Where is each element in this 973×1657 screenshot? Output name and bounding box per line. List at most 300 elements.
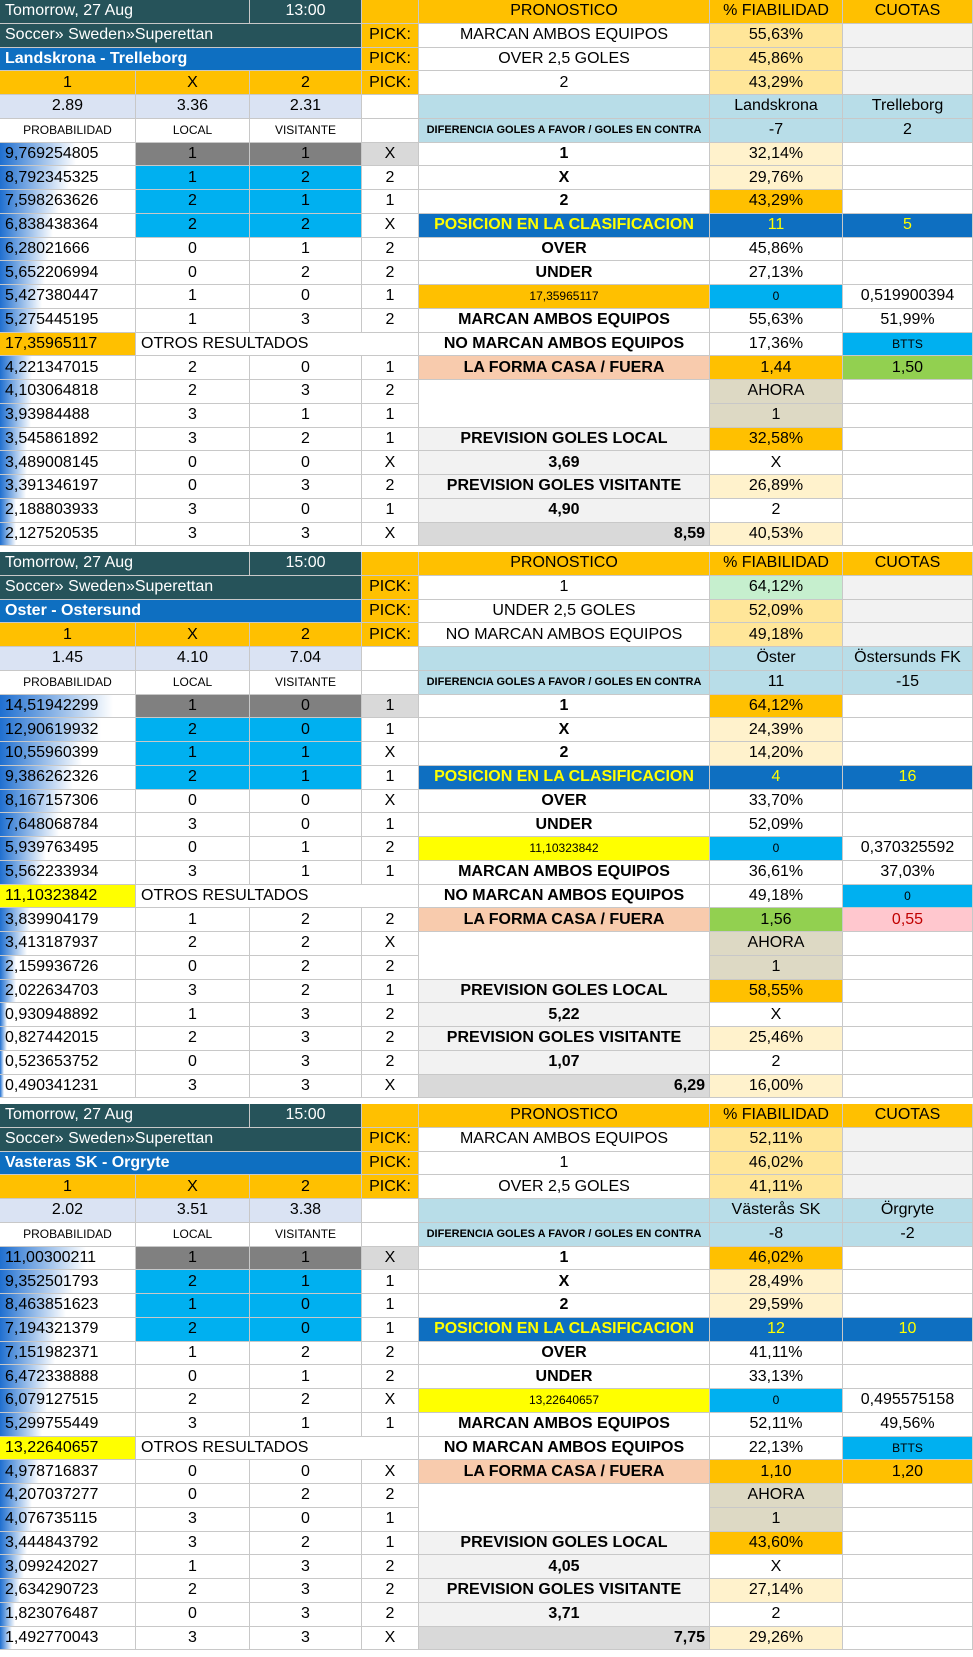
- prev-local-value-text: 5,22: [548, 1005, 580, 1023]
- score-result-text: 1: [385, 429, 395, 447]
- score-prob-text: 1,823076487: [5, 1605, 99, 1623]
- label-1x2: [136, 1175, 250, 1199]
- rx-pct-text: 28,49%: [748, 1272, 804, 1290]
- r1-pct: [710, 143, 843, 167]
- label-1x2-text: 2: [301, 625, 310, 643]
- forma-label: [419, 908, 710, 932]
- blank: [419, 1199, 710, 1223]
- score-visit: [250, 837, 362, 861]
- btts-pct: [710, 861, 843, 885]
- blank: [843, 523, 973, 547]
- btts-pct: [710, 309, 843, 333]
- header-cuotas-text: CUOTAS: [874, 554, 941, 572]
- score-local: [136, 309, 250, 333]
- blank: [843, 1627, 973, 1651]
- score-prob: [0, 718, 136, 742]
- pick-cuota: [843, 576, 973, 600]
- pick-label: [362, 24, 419, 48]
- header-cuotas-text: CUOTAS: [874, 2, 941, 20]
- prev-local-label-text: PREVISION GOLES LOCAL: [460, 1533, 668, 1551]
- prev-local-pct-text: 43,60%: [748, 1533, 804, 1551]
- header-pronostico: [419, 1104, 710, 1128]
- prev-visit-pct: [710, 1027, 843, 1051]
- score-result-text: X: [384, 524, 396, 542]
- total-pct: [710, 1627, 843, 1651]
- score-local-text: 1: [188, 1557, 197, 1575]
- ahora-label: [710, 380, 843, 404]
- header-pronostico-text: PRONOSTICO: [510, 1106, 618, 1124]
- match-time-text: 15:00: [285, 554, 326, 572]
- prev-local-value-text: 4,05: [548, 1557, 580, 1575]
- score-visit: [250, 1413, 362, 1437]
- others-value: [419, 837, 710, 861]
- score-prob-text: 5,939763495: [5, 839, 99, 857]
- score-result-text: 2: [385, 1605, 395, 1623]
- blank: [843, 1294, 973, 1318]
- score-visit-text: 2: [301, 934, 310, 952]
- score-prob-text: 4,207037277: [5, 1486, 99, 1504]
- score-result-text: 1: [385, 1272, 395, 1290]
- score-local: [136, 1342, 250, 1366]
- score-local: [136, 1484, 250, 1508]
- pos-label-text: POSICION EN LA CLASIFICACION: [434, 1320, 694, 1338]
- pos-home: [710, 1318, 843, 1342]
- others-label-text: OTROS RESULTADOS: [141, 334, 309, 352]
- blank: [843, 956, 973, 980]
- col-header-text: LOCAL: [172, 123, 213, 138]
- pick-cuota: [843, 24, 973, 48]
- pick-value-text: MARCAN AMBOS EQUIPOS: [459, 26, 669, 44]
- score-local-text: 3: [188, 1533, 197, 1551]
- others-prob-text: 17,35965117: [5, 334, 98, 352]
- odds-value: [250, 95, 362, 119]
- score-result: [362, 190, 419, 214]
- score-prob-text: 2,188803933: [5, 501, 99, 519]
- score-visit: [250, 1003, 362, 1027]
- btts-pct-text: 36,61%: [748, 863, 804, 881]
- score-prob: [0, 404, 136, 428]
- score-local-text: 1: [188, 744, 197, 762]
- blank: [843, 1075, 973, 1099]
- prev-visit-label-text: PREVISION GOLES VISITANTE: [446, 477, 682, 495]
- blank: [843, 451, 973, 475]
- score-local-text: 2: [188, 1320, 197, 1338]
- score-visit-text: 3: [301, 382, 310, 400]
- match-name[interactable]: [0, 1152, 362, 1176]
- blank: [843, 428, 973, 452]
- score-result: [362, 428, 419, 452]
- over-label-text: OVER: [541, 239, 587, 257]
- score-local: [136, 428, 250, 452]
- score-prob: [0, 1508, 136, 1532]
- col-header: [250, 671, 362, 695]
- score-result: [362, 356, 419, 380]
- score-prob: [0, 908, 136, 932]
- label-1x2: [0, 623, 136, 647]
- pick-value: [419, 71, 710, 95]
- score-result-text: X: [384, 1628, 396, 1646]
- score-local: [136, 523, 250, 547]
- score-prob: [0, 166, 136, 190]
- score-visit-text: 1: [301, 406, 310, 424]
- forma-label: [419, 356, 710, 380]
- score-result: [362, 1484, 419, 1508]
- blank: [843, 1579, 973, 1603]
- prev-visit-res: [710, 499, 843, 523]
- score-visit-text: 0: [301, 815, 310, 833]
- score-local: [136, 214, 250, 238]
- label-1x2-text: 1: [63, 73, 72, 91]
- total-value: [419, 523, 710, 547]
- score-visit: [250, 1627, 362, 1651]
- score-local: [136, 1051, 250, 1075]
- score-result-text: 2: [385, 239, 395, 257]
- diff-label-text: DIFERENCIA GOLES A FAVOR / GOLES EN CONTRA: [426, 675, 702, 688]
- blank: [419, 95, 710, 119]
- diff-away: [843, 1223, 973, 1247]
- r1-pct: [710, 695, 843, 719]
- score-prob: [0, 813, 136, 837]
- score-visit: [250, 214, 362, 238]
- score-visit: [250, 695, 362, 719]
- btts-cuota-text: 51,99%: [880, 311, 935, 329]
- pos-label: [419, 766, 710, 790]
- odds-value-text: 3.51: [176, 1201, 209, 1219]
- score-result: [362, 1555, 419, 1579]
- prev-visit-res: [710, 1051, 843, 1075]
- score-local-text: 3: [188, 1628, 197, 1646]
- score-prob-text: 5,562233934: [5, 863, 99, 881]
- pos-away: [843, 214, 973, 238]
- score-local-text: 1: [188, 287, 197, 305]
- score-result: [362, 1365, 419, 1389]
- odds-value: [250, 1199, 362, 1223]
- others-prob: [0, 885, 136, 909]
- btts-label-text: MARCAN AMBOS EQUIPOS: [458, 311, 670, 329]
- score-prob-text: 3,099242027: [5, 1557, 99, 1575]
- score-local: [136, 790, 250, 814]
- col-header: [0, 1223, 136, 1247]
- diff-home: [710, 119, 843, 143]
- prev-local-res: [710, 451, 843, 475]
- pick-pct: [710, 600, 843, 624]
- score-result: [362, 1247, 419, 1271]
- score-visit: [250, 166, 362, 190]
- score-prob-text: 9,769254805: [5, 144, 99, 162]
- score-local: [136, 166, 250, 190]
- score-visit: [250, 261, 362, 285]
- score-result: [362, 404, 419, 428]
- others-prob: [0, 1437, 136, 1461]
- score-prob-text: 12,90619932: [5, 720, 99, 738]
- diff-label-text: DIFERENCIA GOLES A FAVOR / GOLES EN CONTRA: [426, 123, 702, 136]
- header-fiabilidad: [710, 1104, 843, 1128]
- score-visit-text: 1: [301, 768, 310, 786]
- score-prob-text: 5,299755449: [5, 1415, 99, 1433]
- score-prob: [0, 143, 136, 167]
- diff-label-text: DIFERENCIA GOLES A FAVOR / GOLES EN CONTRA: [426, 1227, 702, 1240]
- blank: [362, 647, 419, 671]
- score-visit-text: 1: [301, 239, 310, 257]
- score-result-text: 1: [385, 1320, 395, 1338]
- match-date-text: Tomorrow, 27 Aug: [5, 1106, 134, 1124]
- rx-pct: [710, 1270, 843, 1294]
- r2-label-text: 2: [559, 1296, 569, 1314]
- ratio-value: [843, 285, 973, 309]
- team-away-text: Trelleborg: [871, 97, 944, 115]
- pick-value: [419, 623, 710, 647]
- league-name-text: Soccer» Sweden»Superettan: [5, 1130, 214, 1148]
- pos-label: [419, 214, 710, 238]
- header-pronostico-text: PRONOSTICO: [510, 554, 618, 572]
- score-prob: [0, 695, 136, 719]
- forma-home-text: 1,10: [760, 1462, 792, 1480]
- score-visit-text: 3: [301, 311, 310, 329]
- others-label-text: OTROS RESULTADOS: [141, 886, 309, 904]
- blank: [843, 404, 973, 428]
- score-prob-text: 3,545861892: [5, 429, 99, 447]
- score-local-text: 0: [188, 1053, 197, 1071]
- score-visit-text: 3: [301, 1053, 310, 1071]
- r2-pct: [710, 742, 843, 766]
- score-visit: [250, 380, 362, 404]
- blank: [419, 932, 710, 980]
- score-result-text: 2: [385, 1053, 395, 1071]
- score-local: [136, 1627, 250, 1651]
- score-prob: [0, 956, 136, 980]
- over-pct: [710, 790, 843, 814]
- label-1x2: [250, 623, 362, 647]
- score-prob-text: 10,55960399: [5, 744, 99, 762]
- score-local: [136, 1389, 250, 1413]
- prev-local-label: [419, 980, 710, 1004]
- ratio-value: [843, 837, 973, 861]
- pick-cuota: [843, 1152, 973, 1176]
- pick-label: [362, 1152, 419, 1176]
- score-visit: [250, 523, 362, 547]
- ahora-value: [710, 404, 843, 428]
- nbtts-cuota: [843, 885, 973, 909]
- col-header: [0, 119, 136, 143]
- prev-visit-pct-text: 25,46%: [748, 1029, 804, 1047]
- label-1x2: [136, 623, 250, 647]
- score-prob: [0, 1603, 136, 1627]
- pick-pct: [710, 1175, 843, 1199]
- score-prob: [0, 766, 136, 790]
- team-home-text: Västerås SK: [731, 1201, 821, 1219]
- rx-pct: [710, 166, 843, 190]
- score-visit: [250, 238, 362, 262]
- blank: [362, 671, 419, 695]
- score-result-text: 2: [385, 1581, 395, 1599]
- blank: [843, 1365, 973, 1389]
- forma-away: [843, 908, 973, 932]
- pick-label-text: PICK:: [369, 625, 411, 643]
- score-visit: [250, 813, 362, 837]
- score-local-text: 1: [188, 1296, 197, 1314]
- score-prob-text: 3,489008145: [5, 453, 99, 471]
- blank: [843, 1603, 973, 1627]
- score-local: [136, 261, 250, 285]
- score-local: [136, 190, 250, 214]
- diff-home: [710, 671, 843, 695]
- score-visit-text: 3: [301, 1005, 310, 1023]
- odds-value-text: 3.36: [176, 97, 209, 115]
- blank: [843, 695, 973, 719]
- score-visit: [250, 1342, 362, 1366]
- score-result: [362, 1270, 419, 1294]
- nbtts-pct-text: 22,13%: [748, 1438, 804, 1456]
- match-time-text: 15:00: [285, 1106, 326, 1124]
- header-fiabilidad-text: % FIABILIDAD: [723, 2, 829, 20]
- score-visit-text: 2: [301, 1343, 310, 1361]
- score-prob-text: 3,413187937: [5, 934, 99, 952]
- score-result: [362, 766, 419, 790]
- score-result-text: 2: [385, 1005, 395, 1023]
- team-away: [843, 647, 973, 671]
- col-header: [250, 119, 362, 143]
- pick-value-text: 2: [559, 73, 569, 91]
- diff-home-text: -8: [768, 1225, 784, 1243]
- prev-visit-pct: [710, 475, 843, 499]
- score-prob: [0, 1270, 136, 1294]
- score-visit-text: 1: [301, 144, 310, 162]
- pick-label-text: PICK:: [369, 1177, 411, 1195]
- score-local: [136, 1413, 250, 1437]
- score-result: [362, 166, 419, 190]
- pick-value-text: 1: [559, 1153, 569, 1171]
- blank: [843, 742, 973, 766]
- score-result: [362, 1051, 419, 1075]
- over-pct: [710, 1342, 843, 1366]
- score-prob-text: 0,490341231: [5, 1076, 99, 1094]
- score-local-text: 0: [188, 958, 197, 976]
- score-local-text: 3: [188, 1076, 197, 1094]
- score-visit: [250, 790, 362, 814]
- score-local-text: 1: [188, 144, 197, 162]
- btts-cuota: [843, 861, 973, 885]
- btts-cuota-text: 37,03%: [880, 863, 935, 881]
- score-prob-text: 6,838438364: [5, 216, 99, 234]
- over-label: [419, 238, 710, 262]
- ahora-label-text: AHORA: [747, 1486, 805, 1504]
- score-visit-text: 0: [301, 1296, 310, 1314]
- team-away: [843, 95, 973, 119]
- rx-label-text: X: [558, 1272, 570, 1290]
- pick-label: [362, 576, 419, 600]
- league-name: [0, 1128, 362, 1152]
- blank: [843, 813, 973, 837]
- score-result: [362, 499, 419, 523]
- pick-label-text: PICK:: [369, 49, 411, 67]
- others-label: [136, 1437, 419, 1461]
- league-name: [0, 576, 362, 600]
- score-result: [362, 908, 419, 932]
- nbtts-label-text: NO MARCAN AMBOS EQUIPOS: [443, 886, 685, 904]
- label-1x2: [250, 1175, 362, 1199]
- score-prob: [0, 214, 136, 238]
- diff-away: [843, 119, 973, 143]
- rx-label-text: X: [558, 720, 570, 738]
- score-local: [136, 908, 250, 932]
- header-cuotas: [843, 1104, 973, 1128]
- score-local: [136, 1247, 250, 1271]
- r1-label-text: 1: [559, 1248, 569, 1266]
- pick-label: [362, 1128, 419, 1152]
- pick-value: [419, 1175, 710, 1199]
- header-pronostico-text: PRONOSTICO: [510, 2, 618, 20]
- col-header: [0, 671, 136, 695]
- over-pct-text: 45,86%: [748, 239, 804, 257]
- nbtts-label-text: NO MARCAN AMBOS EQUIPOS: [443, 1438, 685, 1456]
- score-local-text: 0: [188, 477, 197, 495]
- prev-visit-res-text: 2: [771, 1605, 781, 1623]
- col-header: [136, 119, 250, 143]
- prev-local-pct-text: 58,55%: [748, 981, 804, 999]
- score-prob-text: 5,652206994: [5, 263, 99, 281]
- btts-cuota: [843, 1413, 973, 1437]
- pick-value: [419, 1128, 710, 1152]
- diff-label: [419, 671, 710, 695]
- score-visit-text: 0: [301, 287, 310, 305]
- score-visit-text: 0: [301, 453, 310, 471]
- blank: [843, 1003, 973, 1027]
- score-result: [362, 380, 419, 404]
- score-local-text: 2: [188, 768, 197, 786]
- prev-visit-value-text: 1,07: [548, 1053, 580, 1071]
- score-visit: [250, 451, 362, 475]
- score-result-text: 2: [385, 168, 395, 186]
- match-name[interactable]: [0, 48, 362, 72]
- header-blank: [362, 1104, 419, 1128]
- pick-value: [419, 48, 710, 72]
- score-prob-text: 6,28021666: [5, 239, 90, 257]
- label-1x2-text: X: [187, 625, 198, 643]
- pick-cuota: [843, 1175, 973, 1199]
- score-prob-text: 5,275445195: [5, 311, 99, 329]
- score-visit-text: 1: [301, 1367, 310, 1385]
- pick-value: [419, 576, 710, 600]
- score-local: [136, 380, 250, 404]
- score-visit: [250, 861, 362, 885]
- nbtts-label: [419, 885, 710, 909]
- match-name[interactable]: [0, 600, 362, 624]
- score-visit-text: 3: [301, 477, 310, 495]
- blank: [843, 1247, 973, 1271]
- score-local: [136, 1003, 250, 1027]
- score-result-text: 1: [385, 287, 395, 305]
- score-visit: [250, 932, 362, 956]
- pick-value: [419, 600, 710, 624]
- pos-home: [710, 214, 843, 238]
- ahora-label-text: AHORA: [747, 382, 805, 400]
- score-local-text: 0: [188, 1367, 197, 1385]
- score-visit: [250, 1460, 362, 1484]
- score-visit: [250, 766, 362, 790]
- score-prob-text: 4,103064818: [5, 382, 99, 400]
- score-visit: [250, 1247, 362, 1271]
- odds-value-text: 2.31: [289, 97, 322, 115]
- header-fiabilidad: [710, 0, 843, 24]
- score-visit-text: 3: [301, 1029, 310, 1047]
- r1-label-text: 1: [559, 696, 569, 714]
- score-result: [362, 451, 419, 475]
- blank: [362, 95, 419, 119]
- score-visit-text: 0: [301, 720, 310, 738]
- pos-home-text: 11: [767, 216, 785, 234]
- blank: [843, 1555, 973, 1579]
- score-result-text: 2: [385, 1486, 395, 1504]
